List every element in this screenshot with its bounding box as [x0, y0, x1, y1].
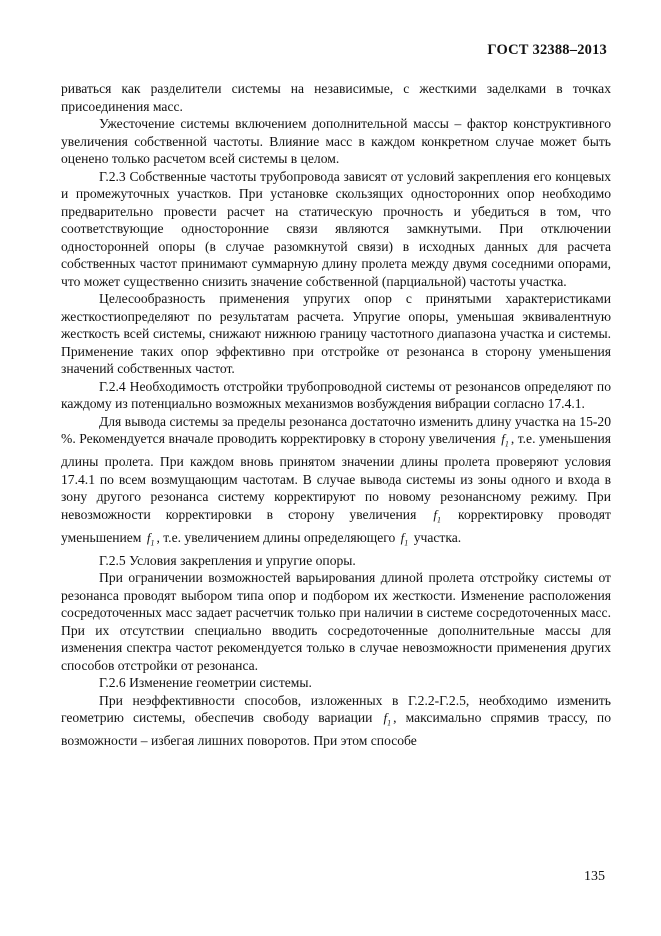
formula-subscript: 1 — [387, 718, 392, 728]
paragraph: При ограничении возможностей варьирования длиной пролета отстройку системы от резонанса проводят выбором типа опор и подбором их жесткости. Изменение расположения сосредоточенных масс задает расчетчик только при наличии в системе сосредоточенных масс. При их отсутствии специально вводить сосредоточенные дополнительные массы для изменения спектра частот рекомендуется только в случае невозможности применения других способов отстройки от резонанса. — [61, 570, 611, 673]
text-run: Для вывода системы за пределы резонанса достаточно изменить длину участка на 15-20 %. Рекомендуется вначале проводить корректировку в сторону увеличения — [61, 413, 611, 446]
text-run: , максимально спрямив трассу, по возможности – избегая лишних поворотов. При этом способе — [61, 710, 611, 749]
formula-f1 — [145, 529, 157, 548]
page-number: 135 — [584, 869, 605, 884]
text-run: При неэффективности способов, изложенных в Г.2.2-Г.2.5, необходимо изменить геометрию системы, обеспечив свободу вариации — [61, 692, 611, 726]
body-text — [61, 80, 611, 750]
paragraph-g-2-5: Г.2.5 Условия закрепления и упругие опоры. — [99, 552, 356, 568]
formula-symbol: f — [146, 529, 151, 545]
formula-symbol: f — [433, 506, 437, 522]
text-run: участка. — [410, 529, 462, 545]
formula-symbol: f — [501, 431, 505, 446]
paragraph: риваться как разделители системы на независимые, с жесткими заделками в точках присоединения масс. — [61, 81, 611, 114]
paragraph: Целесообразность применения упругих опор с принятыми характеристиками жесткостиопределяют по результатам расчета. Упругие опоры, уменьшая эквивалентную жесткость всей системы, снижают нижнюю границу частотного диапазона участка и системы. Применение таких опор эффективно при отстройке от резонанса в сторону уменьшения значений собственных частот. — [61, 291, 611, 376]
formula-subscript: 1 — [404, 538, 409, 548]
paragraph — [61, 692, 611, 750]
formula-symbol: f — [383, 710, 388, 726]
formula-f1 — [382, 710, 394, 728]
formula-f1 — [399, 529, 411, 548]
formula-subscript: 1 — [150, 538, 155, 548]
formula-subscript: 1 — [437, 515, 441, 525]
text-run: корректировку проводят уменьшением — [61, 506, 611, 545]
document-header: ГОСТ 32388–2013 — [487, 42, 607, 58]
formula-f1 — [431, 506, 443, 525]
formula-symbol: f — [400, 529, 405, 545]
text-run: , т.е. увеличением длины определяющего — [156, 529, 399, 545]
formula-f1 — [499, 431, 511, 449]
paragraph: Ужесточение системы включением дополнительной массы – фактор конструктивного увеличения собственной частоты. Влияние масс в каждом конкретном случае может быть оценено только расчетом всей системы в целом. — [61, 116, 611, 166]
paragraph-g-2-4: Г.2.4 Необходимость отстройки трубопроводной системы от резонансов определяют по каждому из потенциально возможных механизмов возбуждения вибрации согласно 17.4.1. — [61, 378, 611, 411]
paragraph-g-2-6: Г.2.6 Изменение геометрии системы. — [99, 675, 312, 691]
text-run: , т.е. уменьшения длины пролета. При каждом вновь принятом значении длины пролета проверяют условия 17.4.1 по всем возмущающим частотам. В случае вывода системы из зоны одного и входа в зону другого резонанса систему корректируют по новому резонансному режиму. При невозможности корректировки в сторону увеличения — [61, 431, 611, 522]
paragraph — [61, 413, 611, 552]
formula-subscript: 1 — [504, 439, 509, 449]
paragraph-g-2-3: Г.2.3 Собственные частоты трубопровода зависят от условий закрепления его концевых и промежуточных участков. При установке скользящих односторонних опор необходимо предварительно провести расчет на статическую прочность и убедиться в том, что соответствующие односторонние связи являются замкнутыми. При отключении односторонней опоры (в случае разомкнутой связи) в исходных данных для расчета собственных частот принимают суммарную длину пролета между двумя соседними опорами, что может существенно снизить значение собственной (парциальной) частоты участка. — [61, 168, 611, 289]
